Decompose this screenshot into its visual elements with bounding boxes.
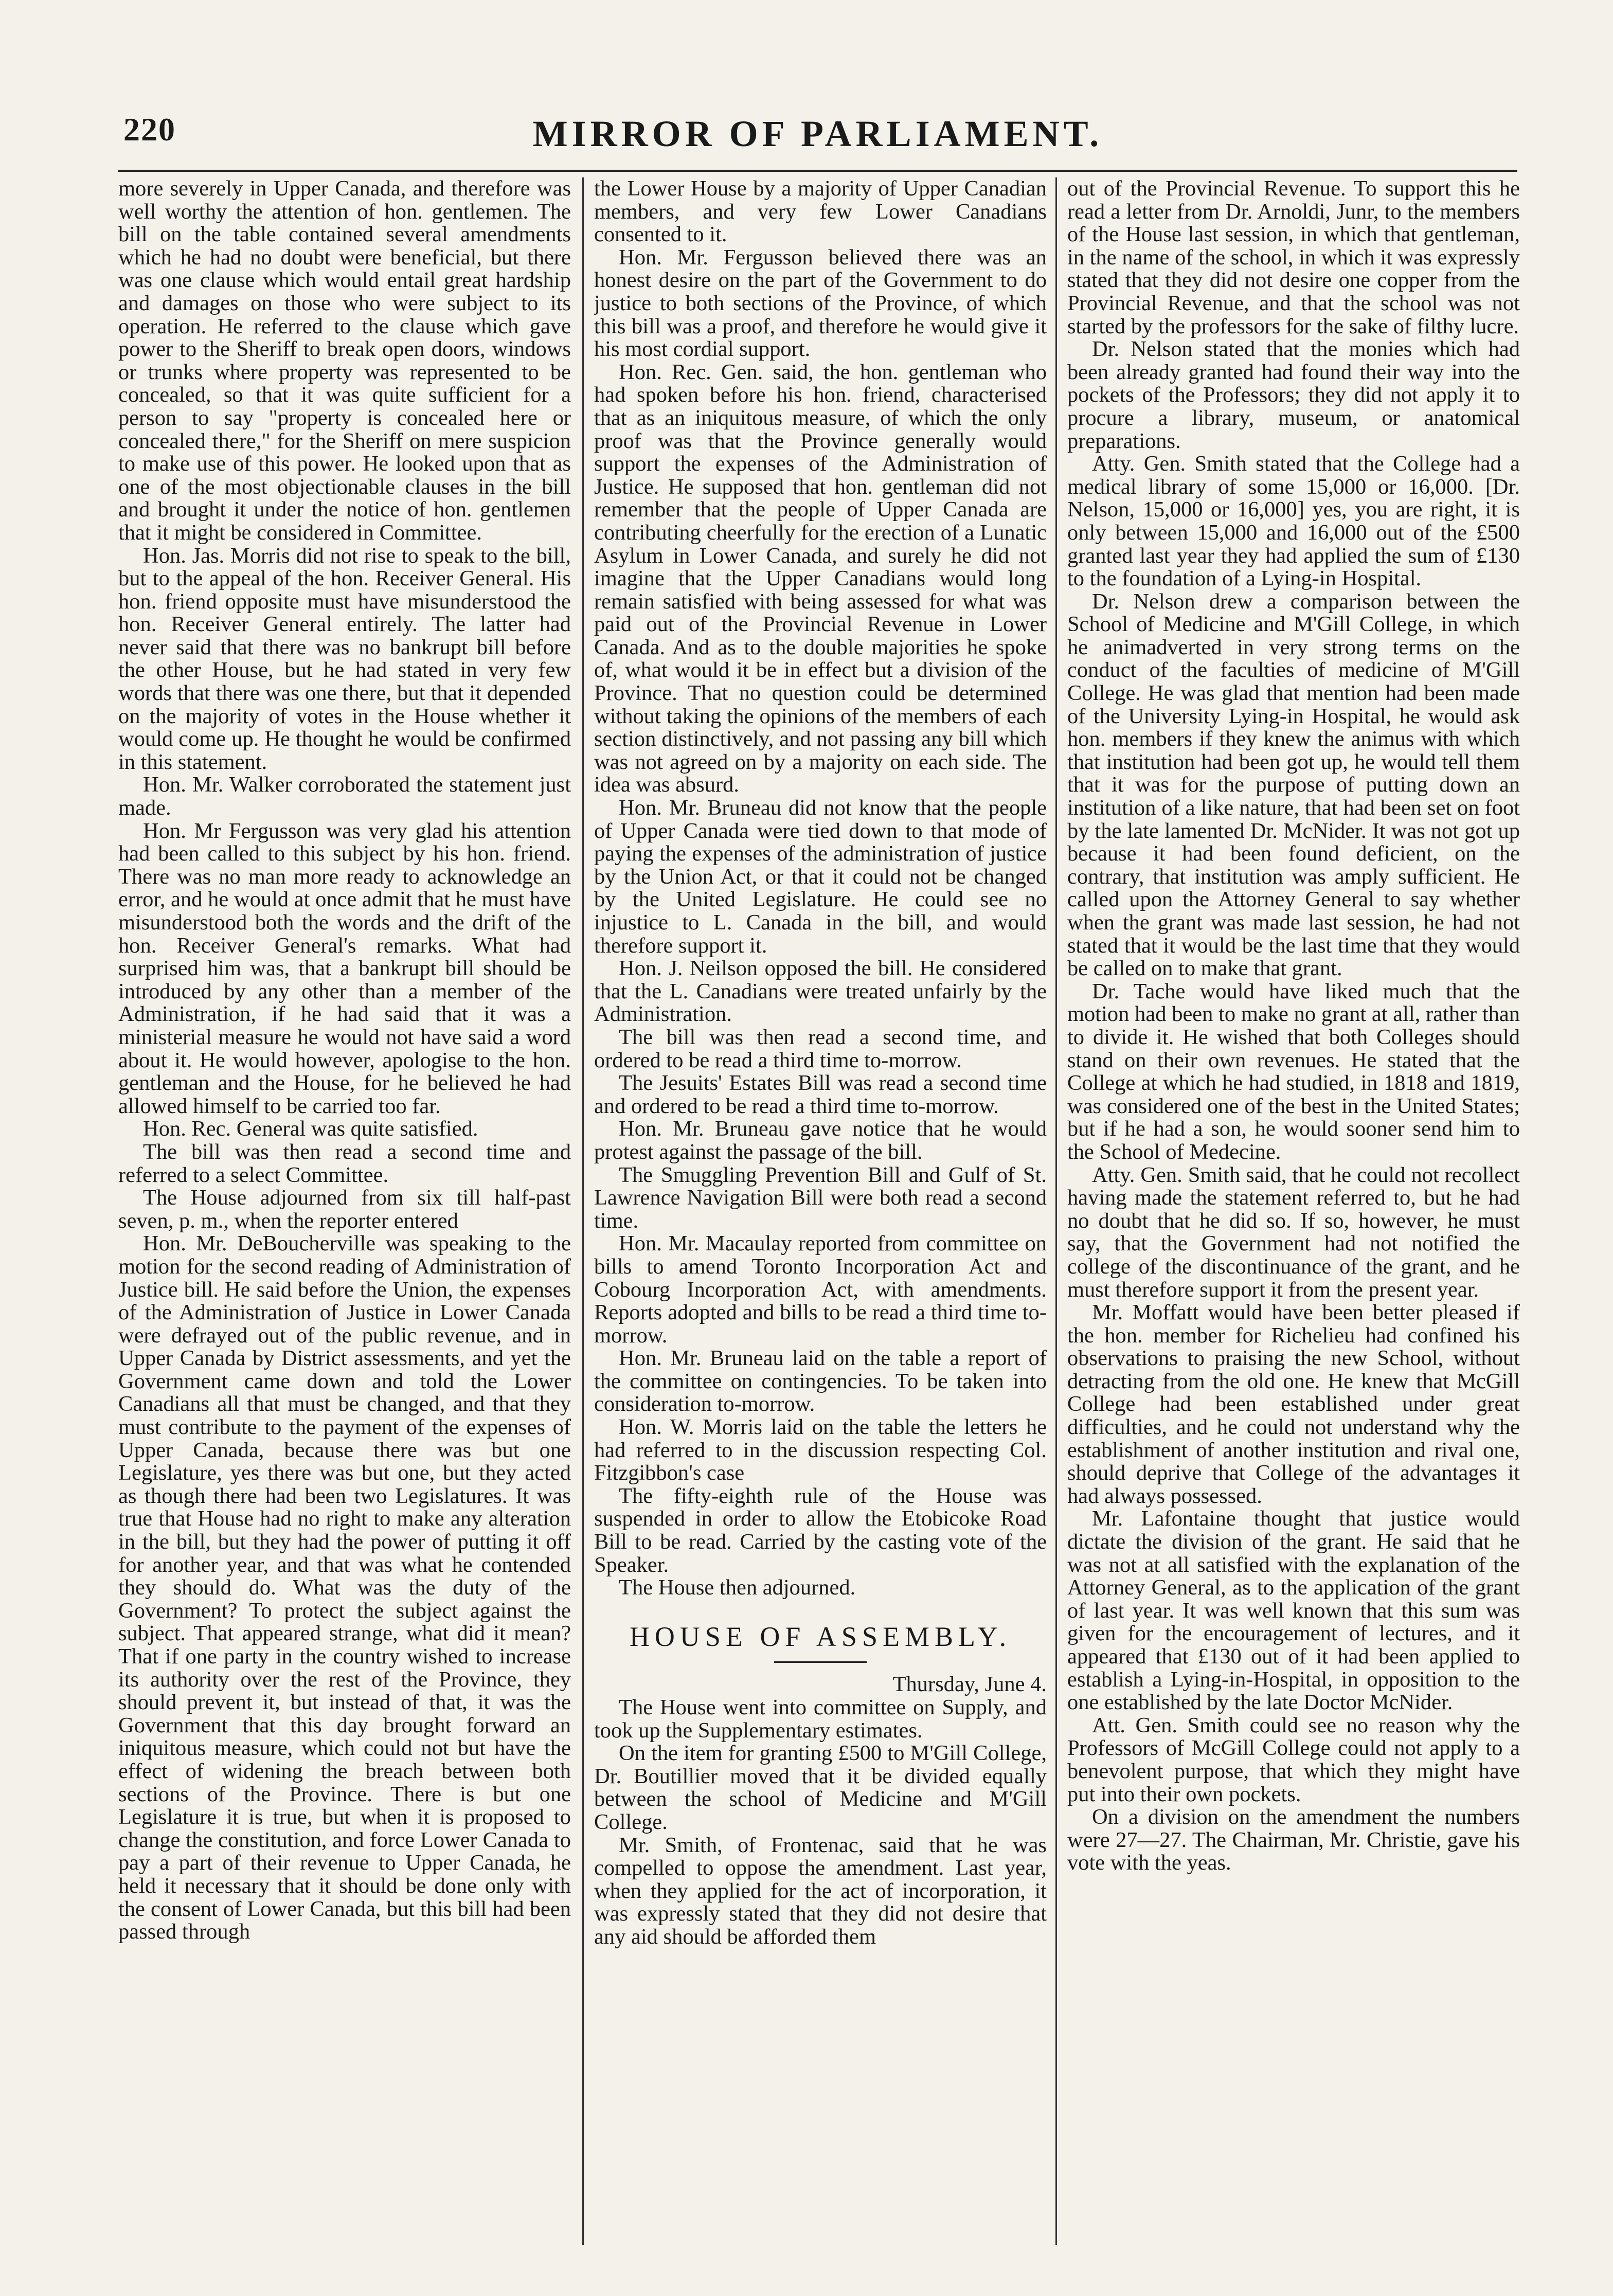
paragraph: out of the Provincial Revenue. To support this he read a letter from Dr. Arnoldi, Junr, to the members of the House last session, in which that gentleman, in the name of the school, in which it was expressly stated that they did not desire one copper from the Provincial Revenue, and that the school was not started by the professors for the sake of filthy lucre. xyxy=(1067,177,1520,338)
paragraph: The House adjourned from six till half-past seven, p. m., when the reporter entered xyxy=(118,1186,571,1233)
paragraph: Hon. J. Neilson opposed the bill. He considered that the L. Canadians were treated unfairly by the Administration. xyxy=(594,956,1047,1027)
paragraph: Att. Gen. Smith could see no reason why the Professors of McGill College could not apply to a benevolent purpose, that which they might have put into their own pockets. xyxy=(1067,1713,1520,1806)
paragraph: The bill was then read a second time and referred to a select Committee. xyxy=(118,1139,571,1187)
paragraph: Hon. Mr. Bruneau gave notice that he would protest against the passage of the bill. xyxy=(594,1117,1047,1164)
paragraph: Hon. Mr. Bruneau did not know that the people of Upper Canada were tied down to that mode of paying the expenses of the administration of justice by the Union Act, or that it could not be changed by the United Legislature. He could see no injustice to L. Canada in the bill, and would therefore support it. xyxy=(594,796,1047,958)
paragraph: Mr. Lafontaine thought that justice would dictate the division of the grant. He said that he was not at all satisfied with the explanation of the Attorney General, as to the application of the grant of last year. It was well known that this sum was given for the encouragement of lectures, and it appeared that £130 out of it had been applied to establish a Lying-in-Hospital, in opposition to the one established by the late Doctor McNider. xyxy=(1067,1506,1520,1715)
column-divider xyxy=(582,177,584,2245)
dateline: Thursday, June 4. xyxy=(892,1672,1047,1697)
paragraph: Hon. Mr. Fergusson believed there was an honest desire on the part of the Government to do justice to both sections of the Province, of which this bill was a proof, and therefore he would give it his most cordial support. xyxy=(594,245,1047,362)
paragraph: The fifty-eighth rule of the House was suspended in order to allow the Etobicoke Road Bill to be read. Carried by the casting vote of the Speaker. xyxy=(594,1483,1047,1577)
paragraph: Atty. Gen. Smith stated that the College had a medical library of some 15,000 or 16,000. [Dr. Nelson, 15,000 or 16,000] yes, you are right, it is only between 15,000 and 16,000 out of the £500 granted last year they had applied the sum of £130 to the foundation of a Lying-in Hospital. xyxy=(1067,452,1520,591)
heading-rule xyxy=(774,1661,867,1663)
paragraph: Hon. Rec. General was quite satisfied. xyxy=(143,1117,478,1141)
paragraph: On the item for granting £500 to M'Gill College, Dr. Boutillier moved that it be divided equally between the school of Medicine and M'Gill College. xyxy=(594,1741,1047,1834)
paragraph: Hon. Mr. Bruneau laid on the table a report of the committee on contingencies. To be taken into consideration to-morrow. xyxy=(594,1346,1047,1416)
paragraph: The House then adjourned. xyxy=(619,1575,856,1600)
paragraph: Hon. W. Morris laid on the table the letters he had referred to in the discussion respecting Col. Fitzgibbon's case xyxy=(594,1415,1047,1485)
section-heading: HOUSE OF ASSEMBLY. xyxy=(629,1621,1012,1652)
paragraph: Hon. Mr. DeBoucherville was speaking to the motion for the second reading of Administration of Justice bill. He said before the Union, the expenses of the Administration of Justice in Lower Canada were defrayed out of the public revenue, and in Upper Canada by District assessments, and yet the Government came down and told the Lower Canadians all that must be changed, and that they must contribute to the payment of the expenses of Upper Canada, because there was but one Legislature, yes there was but one, but they acted as though there had been two Legislatures. It was true that House had no right to make any alteration in the bill, but they had the power of putting it off for another year, and that was what he contended they should do. What was the duty of the Government? To protect the subject against the subject. That appeared strange, what did it mean? That if one party in the country wished to increase its authority over the rest of the Province, they should prevent it, but instead of that, it was the Government that this day brought forward an iniquitous measure, which could not but have the effect of widening the breach between both sections of the Province. There is but one Legislature it is true, but when it is proposed to change the constitution, and force Lower Canada to pay a part of their revenue to Upper Canada, he held it necessary that it should be done only with the consent of Lower Canada, but this bill had been passed through xyxy=(118,1231,571,1944)
running-title: MIRROR OF PARLIAMENT. xyxy=(532,113,1103,154)
column-right xyxy=(1067,177,1520,2266)
paragraph: Dr. Nelson stated that the monies which had been already granted had found their way into the pockets of the Professors; they did not apply it to procure a library, museum, or anatomical preparations. xyxy=(1067,337,1520,453)
paragraph: Hon. Jas. Morris did not rise to speak to the bill, but to the appeal of the hon. Receiver General. His hon. friend opposite must have misunderstood the hon. Receiver General entirely. The latter had never said that there was no bankrupt bill before the other House, but he had stated in very few words that there was one there, but that it depended on the majority of votes in the House whether it would come up. He thought he would be confirmed in this statement. xyxy=(118,543,571,774)
column-left xyxy=(118,177,571,2266)
column-divider xyxy=(1055,177,1057,2245)
page-header xyxy=(118,105,1517,162)
paragraph: Hon. Rec. Gen. said, the hon. gentleman who had spoken before his hon. friend, characterised that as an iniquitous measure, of which the only proof was that the Province generally would support the expenses of the Administration of Justice. He supposed that hon. gentleman did not remember that the people of Upper Canada are contributing cheerfully for the erection of a Lunatic Asylum in Lower Canada, and surely he did not imagine that the Upper Canadians would long remain satisfied with being assessed for what was paid out of the Provincial Revenue in Lower Canada. And as to the double majorities he spoke of, what would it be in effect but a division of the Province. That no question could be determined without taking the opinions of the members of each section distinctively, and not passing any bill which was not agreed on by a majority on each side. The idea was absurd. xyxy=(594,360,1047,797)
paragraph: On a division on the amendment the numbers were 27—27. The Chairman, Mr. Christie, gave his vote with the yeas. xyxy=(1067,1805,1520,1875)
page-number: 220 xyxy=(123,111,176,148)
paragraph: Atty. Gen. Smith said, that he could not recollect having made the statement referred to, but he had no doubt that he did so. If so, however, he must say, that the Government had not notified the college of the discontinuance of the grant, and he must therefore support it from the present year. xyxy=(1067,1162,1520,1302)
column-middle xyxy=(594,177,1047,2266)
paragraph: the Lower House by a majority of Upper Canadian members, and very few Lower Canadians consented to it. xyxy=(594,177,1047,247)
paragraph: Hon. Mr. Walker corroborated the statement just made. xyxy=(118,773,571,820)
paragraph: Dr. Tache would have liked much that the motion had been to make no grant at all, rather than to divide it. He wished that both Colleges should stand on their own revenues. He stated that the College at which he had studied, in 1818 and 1819, was considered one of the best in the United States; but if he had a son, he would sooner send him to the School of Medecine. xyxy=(1067,979,1520,1164)
paragraph: Hon. Mr. Macaulay reported from committee on bills to amend Toronto Incorporation Act and Cobourg Incorporation Act, with amendments. Reports adopted and bills to be read a third time to-morrow. xyxy=(594,1231,1047,1348)
paragraph: Mr. Smith, of Frontenac, said that he was compelled to oppose the amendment. Last year, when they applied for the act of incorporation, it was expressly stated that they did not desire that any aid should be afforded them xyxy=(594,1833,1047,1949)
paragraph: Mr. Moffatt would have been better pleased if the hon. member for Richelieu had confined his observations to praising the new School, without detracting from the old one. He knew that McGill College had been established under great difficulties, and he could not understand why the establishment of another institution and rival one, should deprive that College of the advantages it had always possessed. xyxy=(1067,1300,1520,1508)
paragraph: Hon. Mr Fergusson was very glad his attention had been called to this subject by his hon. friend. There was no man more ready to acknowledge an error, and he would at once admit that he must have misunderstood both the words and the drift of the hon. Receiver General's remarks. What had surprised him was, that a bankrupt bill should be introduced by any other than a member of the Administration, if he had said that it was a ministerial measure he would not have said a word about it. He would however, apologise to the hon. gentleman and the House, for he believed he had allowed himself to be carried too far. xyxy=(118,818,571,1118)
paragraph: The Smuggling Prevention Bill and Gulf of St. Lawrence Navigation Bill were both read a second time. xyxy=(594,1162,1047,1233)
paragraph: The House went into committee on Supply, and took up the Supplementary estimates. xyxy=(594,1695,1047,1743)
paragraph: The Jesuits' Estates Bill was read a second time and ordered to be read a third time to-morrow. xyxy=(594,1071,1047,1118)
header-rule xyxy=(118,170,1517,172)
paragraph: more severely in Upper Canada, and therefore was well worthy the attention of hon. gentlemen. The bill on the table contained several amendments which he had no doubt were beneficial, but there was one clause which would entail great hardship and damages on those who were subject to its operation. He referred to the clause which gave power to the Sheriff to break open doors, windows or trunks where property was represented to be concealed, so that it was quite sufficient for a person to say "property is concealed here or concealed there," for the Sheriff on mere suspicion to make use of this power. He looked upon that as one of the most objectionable clauses in the bill and brought it under the notice of hon. gentlemen that it might be considered in Committee. xyxy=(118,177,571,545)
paragraph: Dr. Nelson drew a comparison between the School of Medicine and M'Gill College, in which he animadverted in very strong terms on the conduct of the faculties of medicine of M'Gill College. He was glad that mention had been made of the University Lying-in Hospital, he would ask hon. members if they knew the animus with which that institution had been got up, he would tell them that it was for the purpose of putting down an institution of a like nature, that had been set on foot by the late lamented Dr. McNider. It was not got up because it had been found deficient, on the contrary, that institution was amply sufficient. He called upon the Attorney General to say whether when the grant was made last session, he had not stated that it would be the last time that they would be called on to make that grant. xyxy=(1067,589,1520,981)
paragraph: The bill was then read a second time, and ordered to be read a third time to-morrow. xyxy=(594,1025,1047,1072)
